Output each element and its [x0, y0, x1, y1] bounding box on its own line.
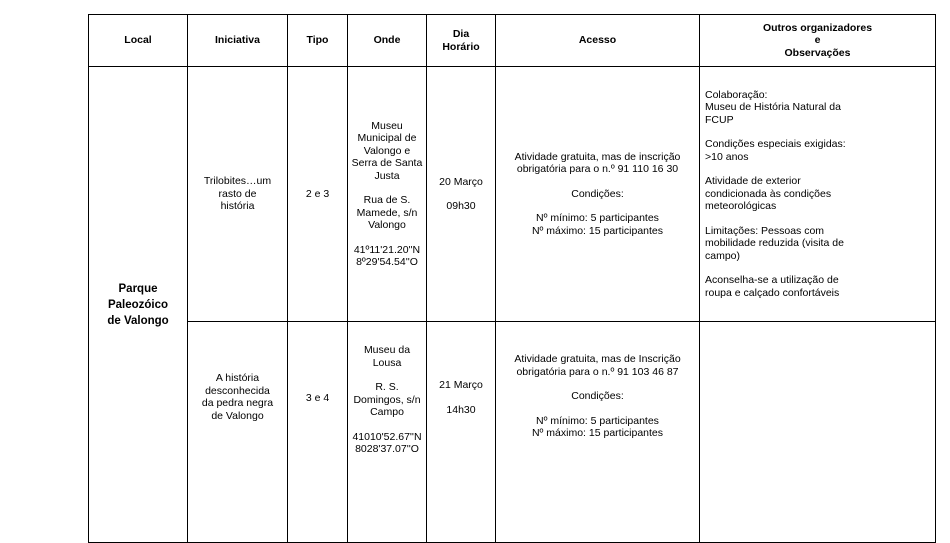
onde-cell: Museu Municipal de Valongo e Serra de Santa Justa Rua de S. Mamede, s/n Valongo 41º11'21.20''N 8º29'54.54''O [348, 67, 427, 322]
dia-horario-cell: 21 Março 14h30 [427, 322, 496, 543]
header-dia-horario: Dia Horário [427, 15, 496, 67]
table-row [89, 322, 936, 543]
activities-table [88, 14, 936, 543]
observacoes-cell [700, 322, 936, 543]
acesso-cell: Atividade gratuita, mas de inscrição obrigatória para o n.º 91 110 16 30 Condições: Nº mínimo: 5 participantes Nº máximo: 15 participantes [496, 67, 700, 322]
dia-horario-cell: 20 Março 09h30 [427, 67, 496, 322]
header-onde: Onde [348, 15, 427, 67]
iniciativa-cell: A história desconhecida da pedra negra de Valongo [188, 322, 288, 543]
header-row [89, 15, 936, 67]
tipo-cell: 3 e 4 [288, 322, 348, 543]
tipo-cell: 2 e 3 [288, 67, 348, 322]
onde-cell: Museu da Lousa R. S. Domingos, s/n Campo 41010'52.67''N 8028'37.07''O [348, 322, 427, 543]
header-tipo: Tipo [288, 15, 348, 67]
table-row [89, 67, 936, 322]
header-iniciativa: Iniciativa [188, 15, 288, 67]
acesso-cell: Atividade gratuita, mas de Inscrição obrigatória para o n.º 91 103 46 87 Condições: Nº mínimo: 5 participantes Nº máximo: 15 participantes [496, 322, 700, 543]
iniciativa-cell: Trilobites…um rasto de história [188, 67, 288, 322]
header-acesso: Acesso [496, 15, 700, 67]
local-cell: Parque Paleozóico de Valongo [89, 67, 188, 543]
observacoes-cell: Colaboração: Museu de História Natural da FCUP Condições especiais exigidas: >10 anos Atividade de exterior condicionada às condições meteorológicas Limitações: Pessoas com mobilidade reduzida (visita de campo) Aconselha-se a utilização de roupa e calçado confortáveis [700, 67, 936, 322]
header-local: Local [89, 15, 188, 67]
header-outros: Outros organizadores e Observações [700, 15, 936, 67]
